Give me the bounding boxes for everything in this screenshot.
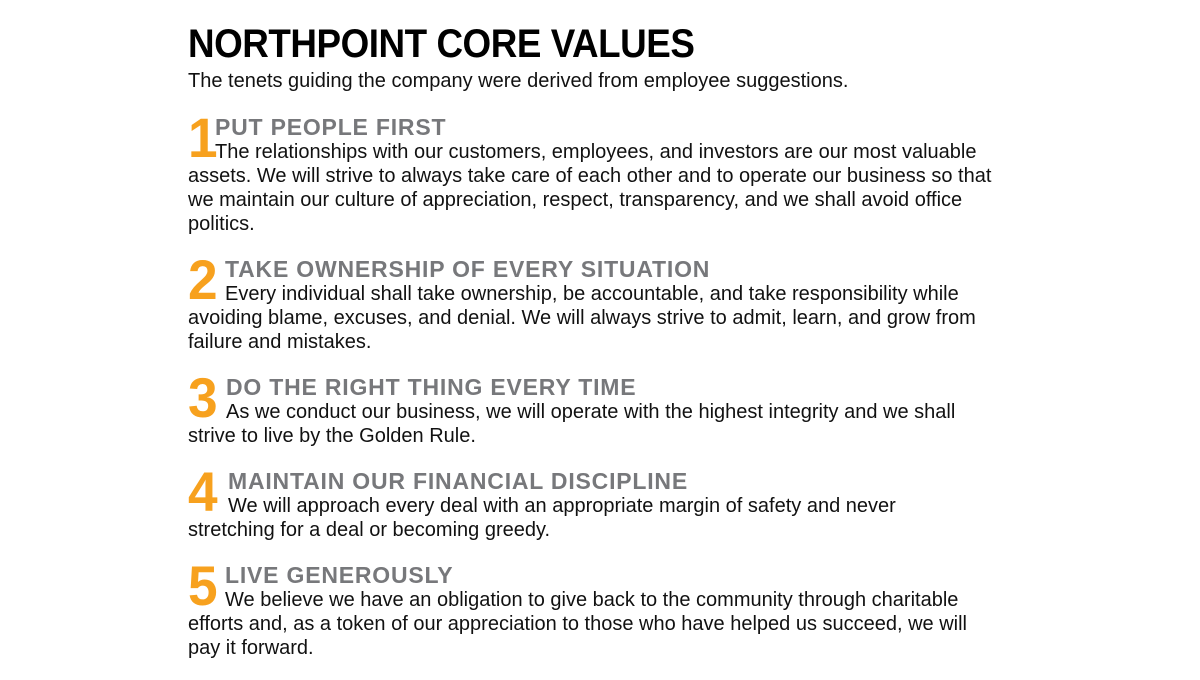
value-number: 3 [188,366,218,429]
value-number: 4 [188,460,218,523]
value-description: We believe we have an obligation to give back to the community through charitable efforts and, as a token of our appreciation to those who have helped us succeed, we will pay it forward. [188,589,968,659]
value-heading: DO THE RIGHT THING EVERY TIME [226,374,637,400]
core-values-document [188,22,1048,680]
value-number: 2 [188,248,218,311]
value-item-5 [188,554,1048,660]
value-item-2 [188,248,1048,354]
value-number: 1 [188,106,218,169]
value-item-1 [188,106,1048,236]
value-description: The relationships with our customers, employees, and investors are our most valuable assets. We will strive to always take care of each other and to operate our business so that we maintain our culture of appreciation, respect, transparency, and we shall avoid office politics. [188,141,992,235]
value-heading: TAKE OWNERSHIP OF EVERY SITUATION [225,256,711,282]
value-heading: MAINTAIN OUR FINANCIAL DISCIPLINE [228,468,688,494]
page-subtitle: The tenets guiding the company were derived from employee suggestions. [188,70,849,92]
values-list [188,106,1048,660]
value-heading: PUT PEOPLE FIRST [215,114,447,140]
value-heading: LIVE GENEROUSLY [225,562,454,588]
value-description: We will approach every deal with an appropriate margin of safety and never stretching for a deal or becoming greedy. [188,495,896,541]
value-item-3 [188,366,1048,448]
value-item-4 [188,460,1048,542]
value-description: As we conduct our business, we will operate with the highest integrity and we shall strive to live by the Golden Rule. [188,401,956,447]
page-title: NORTHPOINT CORE VALUES [188,22,695,66]
value-description: Every individual shall take ownership, be accountable, and take responsibility while avoiding blame, excuses, and denial. We will always strive to admit, learn, and grow from failure and mistakes. [188,283,976,353]
value-number: 5 [188,554,218,617]
